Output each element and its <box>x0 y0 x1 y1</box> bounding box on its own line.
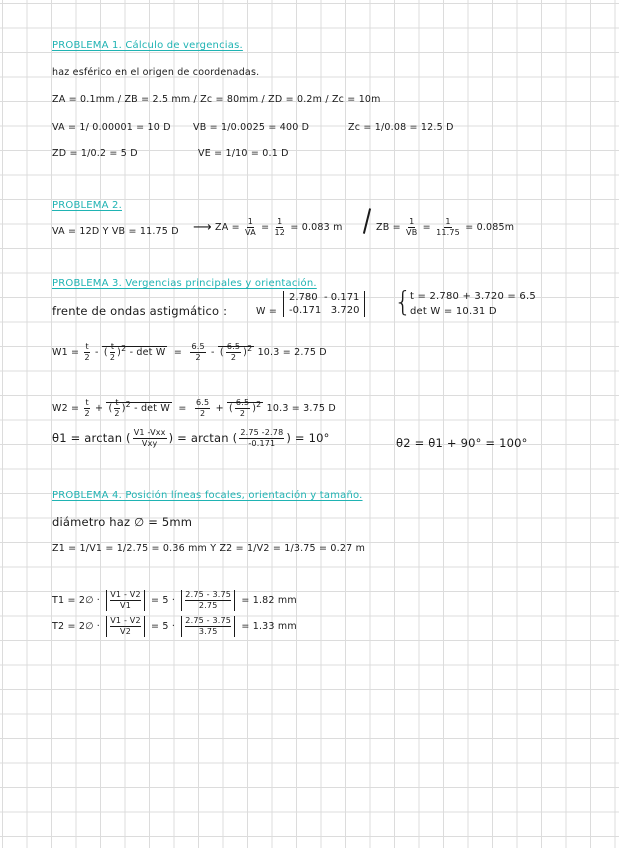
vergence-matrix: 2.780 - 0.171 -0.171 3.720 <box>283 291 365 317</box>
vergence-b: VB = 1/0.0025 = 400 D <box>193 122 310 133</box>
vergence-e: VE = 1/10 = 0.1 D <box>198 148 289 159</box>
determinant-line: det W = 10.31 D <box>410 306 497 317</box>
problem-1-title: PROBLEMA 1. Cálculo de vergencias. <box>52 40 243 51</box>
vergence-a: VA = 1/ 0.00001 = 10 D <box>52 122 171 133</box>
theta2-equation: θ2 = θ1 + 90° = 100° <box>396 436 528 450</box>
za-equation: ZA = $\frac{1}{VA}$ = $\frac{1}{12}$ = 0.083 m <box>215 217 343 237</box>
problem-2-vergences: VA = 12D Y VB = 11.75 D <box>52 226 179 237</box>
separator-slash <box>363 208 371 234</box>
problem-1-description: haz esférico en el origen de coordenadas. <box>52 67 260 78</box>
zb-equation: ZB = $\frac{1}{VB}$ = $\frac{1}{11.75}$ = 0.085m <box>376 217 515 237</box>
w2-equation: W2 = $\frac{t}{2}$ + ( $\frac{t}{2}$ )$^2$ - det W = $\frac{6.5}{2}$ + ( $\frac{6.5}{2}$ )$^2$ 10.3 = 3.75 D <box>52 398 336 418</box>
problem-1-distances: ZA = 0.1mm / ZB = 2.5 mm / Zc = 80mm / ZD = 0.2m / Zc = 10m <box>52 94 381 105</box>
brace: { <box>394 285 413 318</box>
t1-equation: T1 = 2∅ · $\frac{V1 - V2}{V1}$ = 5 · $\frac{2.75 - 3.75}{2.75}$ = 1.82 mm <box>52 590 297 610</box>
problem-2-title: PROBLEMA 2. <box>52 200 122 211</box>
trace-line: t = 2.780 + 3.720 = 6.5 <box>410 291 536 302</box>
wavefront-label: frente de ondas astigmático : <box>52 304 228 318</box>
beam-diameter: diámetro haz ∅ = 5mm <box>52 515 193 529</box>
w1-equation: W1 = $\frac{t}{2}$ - ( $\frac{t}{2}$ )$^2$ - det W = $\frac{6.5}{2}$ - ( $\frac{6.5}{2}$ )$^2$ 10.3 = 2.75 D <box>52 342 327 362</box>
w-equals: W = <box>256 306 277 317</box>
arrow-icon: ⟶ <box>193 220 212 235</box>
problem-4-title: PROBLEMA 4. Posición líneas focales, orientación y tamaño. <box>52 490 363 501</box>
t2-equation: T2 = 2∅ · $\frac{V1 - V2}{V2}$ = 5 · $\frac{2.75 - 3.75}{3.75}$ = 1.33 mm <box>52 616 297 636</box>
problem-3-title: PROBLEMA 3. Vergencias principales y orientación. <box>52 278 317 289</box>
focal-positions: Z1 = 1/V1 = 1/2.75 = 0.36 mm Y Z2 = 1/V2 = 1/3.75 = 0.27 m <box>52 543 366 554</box>
theta1-equation: θ1 = arctan ( $\frac{\text{V1 -Vxx}}{\text{Vxy}}$ ) = arctan ( $\frac{2.75 -2.78}{-0.171}$ ) = 10° <box>52 428 330 448</box>
vergence-c: Zc = 1/0.08 = 12.5 D <box>348 122 454 133</box>
vergence-d: ZD = 1/0.2 = 5 D <box>52 148 138 159</box>
